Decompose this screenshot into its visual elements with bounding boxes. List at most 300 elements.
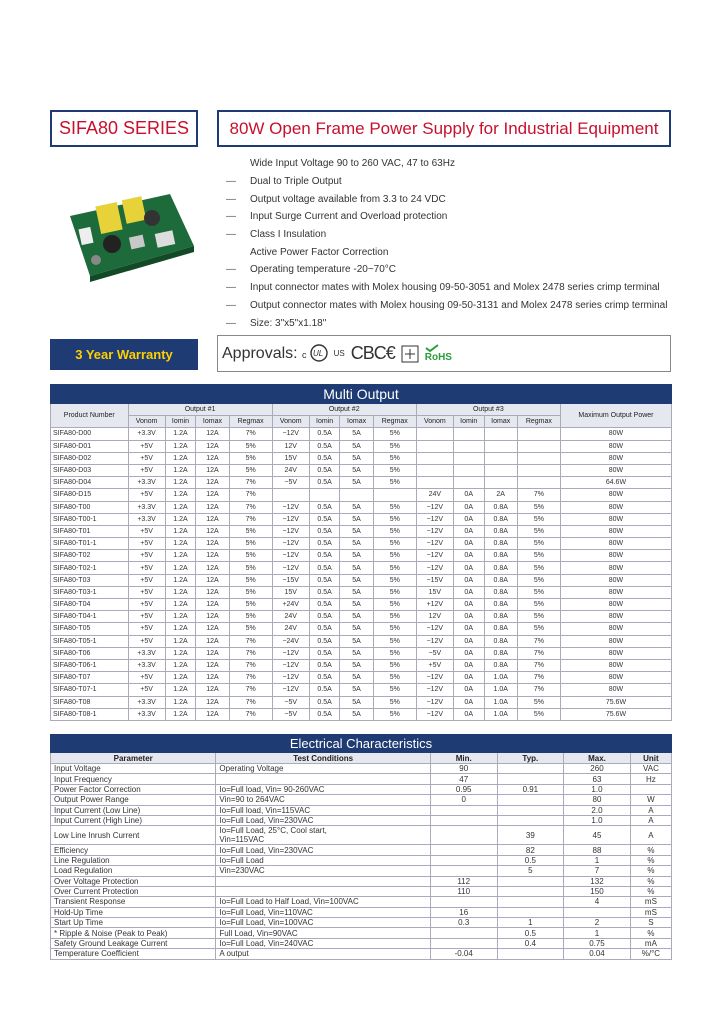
product-number: SIFA80-D02 (51, 452, 129, 464)
parameter-name: Over Current Protection (51, 886, 216, 896)
feature-item (226, 314, 696, 332)
feature-item (226, 190, 696, 208)
table-cell (497, 764, 564, 774)
table-row (51, 784, 672, 794)
parameter-name: Input Voltage (51, 764, 216, 774)
table-cell: 7% (229, 696, 272, 708)
table-cell: 5% (517, 599, 560, 611)
table-cell: 0.5A (309, 623, 340, 635)
table-cell: 15V (272, 452, 309, 464)
table-cell: 0A (453, 696, 484, 708)
table-cell: −5V (272, 708, 309, 720)
table-row (51, 428, 672, 440)
table-cell: 24V (272, 623, 309, 635)
table-cell: 80 (564, 795, 631, 805)
table-cell: 5% (229, 550, 272, 562)
electrical-title: Electrical Characteristics (51, 735, 672, 753)
feature-item (226, 173, 696, 191)
table-cell: 5% (373, 611, 416, 623)
table-cell: 0.5A (309, 464, 340, 476)
table-cell: 4 (564, 897, 631, 907)
table-cell: 1.2A (165, 440, 196, 452)
table-cell (216, 876, 430, 886)
table-cell: 0A (453, 501, 484, 513)
table-cell: 5% (517, 562, 560, 574)
table-cell: 5A (340, 477, 373, 489)
table-cell: −12V (272, 550, 309, 562)
table-cell: 0.5A (309, 428, 340, 440)
table-cell: 0.5A (309, 659, 340, 671)
table-cell: 0.8A (484, 562, 517, 574)
multi-output-title: Multi Output (51, 385, 672, 404)
table-cell: 0.5A (309, 452, 340, 464)
table-cell (564, 907, 631, 917)
table-cell: 80W (560, 489, 671, 501)
table-cell: 5% (373, 501, 416, 513)
ul-us-label: US (333, 349, 345, 358)
table-row (51, 815, 672, 825)
table-row (51, 805, 672, 815)
table-cell: 80W (560, 440, 671, 452)
table-cell: 5% (517, 550, 560, 562)
table-cell: 12A (196, 452, 229, 464)
table-cell: 0.5A (309, 586, 340, 598)
table-cell: 80W (560, 684, 671, 696)
table-cell: 1.2A (165, 489, 196, 501)
table-cell: 5% (517, 574, 560, 586)
table-cell: 1.0A (484, 672, 517, 684)
table-cell: +5V (128, 440, 165, 452)
table-cell: Io=Full Load, Vin=110VAC (216, 907, 430, 917)
table-cell: 16 (430, 907, 497, 917)
table-cell: 12A (196, 525, 229, 537)
table-cell: 12A (196, 672, 229, 684)
table-cell: 5% (517, 696, 560, 708)
table-cell: 0A (453, 586, 484, 598)
table-cell: +5V (128, 452, 165, 464)
table-cell: 5% (373, 538, 416, 550)
col-output2: Output #2 (272, 404, 416, 416)
table-cell: 7% (229, 684, 272, 696)
table-cell: Io=Full Load, Vin=100VAC (216, 918, 430, 928)
product-number: SIFA80-T08 (51, 696, 129, 708)
table-cell: 1.2A (165, 464, 196, 476)
table-cell: −12V (416, 708, 453, 720)
parameter-name: Low Line Inrush Current (51, 826, 216, 845)
parameter-name: Transient Response (51, 897, 216, 907)
table-cell: 1.0 (564, 784, 631, 794)
table-cell: 7% (229, 635, 272, 647)
table-cell: 1.0A (484, 684, 517, 696)
table-cell: 7% (517, 672, 560, 684)
table-cell (453, 452, 484, 464)
feature-text: Output connector mates with Molex housing 09-50-3131 and Molex 2478 series crimp terminal (250, 299, 668, 311)
table-cell: 0.5A (309, 550, 340, 562)
table-cell: 0A (453, 647, 484, 659)
table-cell (484, 464, 517, 476)
table-cell: −15V (416, 574, 453, 586)
table-cell: 5% (229, 562, 272, 574)
table-cell: % (630, 855, 671, 865)
table-cell (309, 489, 340, 501)
feature-text: Active Power Factor Correction (250, 246, 389, 258)
table-cell: % (630, 866, 671, 876)
table-cell: 5A (340, 586, 373, 598)
table-cell: 5% (229, 440, 272, 452)
feature-text: Size: 3"x5"x1.18" (250, 317, 327, 329)
table-cell: −15V (272, 574, 309, 586)
table-cell: 7% (229, 647, 272, 659)
table-cell: 5A (340, 696, 373, 708)
table-cell (517, 428, 560, 440)
table-cell: 1.0A (484, 708, 517, 720)
table-cell: 1 (564, 928, 631, 938)
table-cell: 1 (497, 918, 564, 928)
table-cell: 0.8A (484, 525, 517, 537)
table-cell: 5A (340, 440, 373, 452)
product-number: SIFA80-T06-1 (51, 659, 129, 671)
table-cell: 82 (497, 845, 564, 855)
table-row (51, 635, 672, 647)
column-header: Parameter (51, 753, 216, 764)
page-title: 80W Open Frame Power Supply for Industrial Equipment (217, 110, 671, 147)
table-cell: 24V (272, 464, 309, 476)
product-number: SIFA80-T07-1 (51, 684, 129, 696)
table-row (51, 672, 672, 684)
product-number: SIFA80-T04-1 (51, 611, 129, 623)
table-cell: S (630, 918, 671, 928)
table-cell: −12V (272, 562, 309, 574)
table-cell: 1.2A (165, 647, 196, 659)
warranty-banner: 3 Year Warranty (50, 339, 198, 370)
table-cell: 5% (373, 477, 416, 489)
product-number: SIFA80-T02 (51, 550, 129, 562)
table-row (51, 489, 672, 501)
table-cell: −12V (272, 672, 309, 684)
table-cell: 12A (196, 623, 229, 635)
table-cell: 0.5A (309, 647, 340, 659)
table-cell: 0.3 (430, 918, 497, 928)
table-cell: −12V (416, 550, 453, 562)
table-cell: 1.2A (165, 477, 196, 489)
feature-bullet: — (226, 264, 236, 276)
table-cell: 5A (340, 672, 373, 684)
table-cell: 5% (229, 623, 272, 635)
product-number: SIFA80-D15 (51, 489, 129, 501)
table-cell: 12A (196, 599, 229, 611)
sub-header: Vonom (416, 416, 453, 428)
table-row (51, 647, 672, 659)
table-cell: −12V (272, 428, 309, 440)
table-cell: 1.2A (165, 635, 196, 647)
table-cell: 5% (373, 513, 416, 525)
table-row (51, 855, 672, 865)
table-cell: 1.2A (165, 684, 196, 696)
table-cell: 7% (229, 489, 272, 501)
table-cell: mA (630, 938, 671, 948)
table-cell: 5% (373, 464, 416, 476)
table-cell: 80W (560, 586, 671, 598)
approvals-box (217, 335, 671, 372)
product-number: SIFA80-T08-1 (51, 708, 129, 720)
table-cell: −12V (416, 672, 453, 684)
table-cell: 5% (373, 708, 416, 720)
table-cell (430, 845, 497, 855)
product-number: SIFA80-T01 (51, 525, 129, 537)
table-cell: 0.5A (309, 538, 340, 550)
table-cell: +5V (128, 550, 165, 562)
table-cell: 0.5A (309, 708, 340, 720)
table-cell: 0A (453, 635, 484, 647)
table-cell: 5% (373, 440, 416, 452)
sub-header: Vonom (128, 416, 165, 428)
table-cell: 5A (340, 623, 373, 635)
feature-bullet: — (226, 229, 236, 241)
product-number: SIFA80-T06 (51, 647, 129, 659)
table-cell (497, 774, 564, 784)
table-cell: 1.2A (165, 538, 196, 550)
table-cell: 80W (560, 611, 671, 623)
table-cell: 5A (340, 464, 373, 476)
table-row (51, 876, 672, 886)
table-cell: 12V (416, 611, 453, 623)
table-cell: 5% (229, 464, 272, 476)
table-cell: 1.2A (165, 586, 196, 598)
feature-item (226, 226, 696, 244)
table-cell: +5V (128, 464, 165, 476)
table-cell: 0.8A (484, 586, 517, 598)
feature-text: Input connector mates with Molex housing 09-50-3051 and Molex 2478 series crimp terminal (250, 282, 660, 294)
table-cell: 0.75 (564, 938, 631, 948)
table-cell (497, 897, 564, 907)
table-cell: 0A (453, 538, 484, 550)
table-cell: 5% (229, 525, 272, 537)
table-cell: 80W (560, 525, 671, 537)
table-cell: 12A (196, 611, 229, 623)
table-row (51, 599, 672, 611)
table-cell: 5A (340, 501, 373, 513)
table-cell: −12V (272, 525, 309, 537)
table-cell: 64.6W (560, 477, 671, 489)
table-cell (416, 440, 453, 452)
table-cell: 75.6W (560, 708, 671, 720)
table-row (51, 949, 672, 959)
table-cell: 80W (560, 672, 671, 684)
table-cell: 5A (340, 513, 373, 525)
table-cell: 0.5A (309, 477, 340, 489)
table-cell: 0.95 (430, 784, 497, 794)
table-row (51, 513, 672, 525)
table-cell: +5V (128, 525, 165, 537)
table-cell: Io=Full Load (216, 855, 430, 865)
table-cell: 0A (453, 659, 484, 671)
product-number: SIFA80-T03-1 (51, 586, 129, 598)
table-cell: 7% (517, 659, 560, 671)
sub-header: Iomin (309, 416, 340, 428)
table-cell: 5% (373, 599, 416, 611)
table-cell: −12V (416, 623, 453, 635)
table-row (51, 550, 672, 562)
table-cell (453, 464, 484, 476)
table-row (51, 562, 672, 574)
table-cell (517, 440, 560, 452)
table-cell: −12V (416, 635, 453, 647)
table-cell: 5% (373, 574, 416, 586)
table-cell: 0A (453, 574, 484, 586)
table-cell: +5V (128, 672, 165, 684)
table-cell: 5% (229, 538, 272, 550)
table-cell: 5% (517, 611, 560, 623)
column-header: Typ. (497, 753, 564, 764)
table-cell: 5A (340, 708, 373, 720)
table-cell: 150 (564, 886, 631, 896)
table-cell: 0.5A (309, 684, 340, 696)
table-cell: 1.2A (165, 452, 196, 464)
table-cell: 7% (229, 672, 272, 684)
table-row (51, 477, 672, 489)
column-header: Unit (630, 753, 671, 764)
parameter-name: * Ripple & Noise (Peak to Peak) (51, 928, 216, 938)
table-cell (216, 774, 430, 784)
table-cell: −12V (272, 659, 309, 671)
parameter-name: Line Regulation (51, 855, 216, 865)
table-cell: 24V (416, 489, 453, 501)
table-cell: 80W (560, 501, 671, 513)
col-output3: Output #3 (416, 404, 560, 416)
table-cell: 2A (484, 489, 517, 501)
table-cell: 7 (564, 866, 631, 876)
table-cell: A output (216, 949, 430, 959)
table-cell (517, 464, 560, 476)
table-cell (484, 440, 517, 452)
table-cell: 5A (340, 647, 373, 659)
table-cell: +5V (128, 538, 165, 550)
table-cell: 39 (497, 826, 564, 845)
table-cell: %/°C (630, 949, 671, 959)
table-row (51, 907, 672, 917)
product-number: SIFA80-T01-1 (51, 538, 129, 550)
table-cell: 7% (517, 647, 560, 659)
feature-bullet: — (226, 176, 236, 188)
table-cell: +5V (128, 611, 165, 623)
feature-item (226, 297, 696, 315)
table-cell: Io=Full Load to Half Load, Vin=100VAC (216, 897, 430, 907)
table-cell: 5% (517, 623, 560, 635)
feature-item (226, 261, 696, 279)
parameter-name: Load Regulation (51, 866, 216, 876)
table-cell: +5V (128, 574, 165, 586)
table-cell: 110 (430, 886, 497, 896)
table-row (51, 538, 672, 550)
table-cell: 5% (373, 525, 416, 537)
table-cell: 7% (229, 501, 272, 513)
parameter-name: Power Factor Correction (51, 784, 216, 794)
table-cell: 1.0A (484, 696, 517, 708)
table-cell: 80W (560, 599, 671, 611)
table-cell (497, 949, 564, 959)
table-cell: 0.5 (497, 855, 564, 865)
table-cell: Operating Voltage (216, 764, 430, 774)
table-cell (517, 452, 560, 464)
approvals-label: Approvals: (222, 344, 298, 362)
table-cell (484, 428, 517, 440)
table-cell: −12V (272, 684, 309, 696)
table-cell: 0A (453, 599, 484, 611)
table-row (51, 774, 672, 784)
table-cell: 7% (229, 477, 272, 489)
table-cell: 1.2A (165, 428, 196, 440)
table-cell: +24V (272, 599, 309, 611)
table-cell: 0.8A (484, 599, 517, 611)
table-cell: 5% (373, 428, 416, 440)
table-cell: +12V (416, 599, 453, 611)
table-cell: 0A (453, 513, 484, 525)
table-cell: 12A (196, 562, 229, 574)
table-cell: Hz (630, 774, 671, 784)
table-cell: −12V (416, 513, 453, 525)
table-cell: 5% (517, 708, 560, 720)
table-cell: 0.8A (484, 574, 517, 586)
feature-bullet: — (226, 317, 236, 329)
table-cell: -0.04 (430, 949, 497, 959)
table-cell: 5% (373, 586, 416, 598)
table-cell: 5% (373, 562, 416, 574)
feature-bullet: — (226, 299, 236, 311)
table-cell: −12V (272, 513, 309, 525)
table-cell: 5% (517, 538, 560, 550)
table-cell: +3.3V (128, 513, 165, 525)
column-header: Max. (564, 753, 631, 764)
table-cell: 0.8A (484, 611, 517, 623)
table-cell: 90 (430, 764, 497, 774)
table-cell: W (630, 795, 671, 805)
table-cell: Vin=90 to 264VAC (216, 795, 430, 805)
table-cell: 5A (340, 538, 373, 550)
table-cell: +5V (128, 684, 165, 696)
rohs-check-icon (425, 344, 439, 352)
table-cell: 24V (272, 611, 309, 623)
table-cell: 5% (229, 586, 272, 598)
table-cell: 80W (560, 562, 671, 574)
table-cell: 80W (560, 659, 671, 671)
table-cell: Vin=230VAC (216, 866, 430, 876)
table-cell: 1.2A (165, 708, 196, 720)
table-cell: 1.2A (165, 513, 196, 525)
table-cell: 0.8A (484, 647, 517, 659)
table-cell: +3.3V (128, 428, 165, 440)
table-cell (484, 477, 517, 489)
table-cell: 47 (430, 774, 497, 784)
table-cell: 0A (453, 550, 484, 562)
product-number: SIFA80-T03 (51, 574, 129, 586)
table-cell: 12A (196, 684, 229, 696)
table-cell: 12A (196, 550, 229, 562)
table-row (51, 918, 672, 928)
table-cell: −5V (272, 477, 309, 489)
table-cell (416, 464, 453, 476)
table-cell: 5% (373, 659, 416, 671)
table-cell: 7% (229, 428, 272, 440)
table-cell: 5% (373, 635, 416, 647)
table-cell: +3.3V (128, 659, 165, 671)
feature-item (226, 155, 696, 173)
col-output1: Output #1 (128, 404, 272, 416)
table-cell: 63 (564, 774, 631, 784)
table-cell: 5% (373, 684, 416, 696)
table-cell: 80W (560, 513, 671, 525)
table-cell: 1.0 (564, 815, 631, 825)
table-cell: 12A (196, 464, 229, 476)
